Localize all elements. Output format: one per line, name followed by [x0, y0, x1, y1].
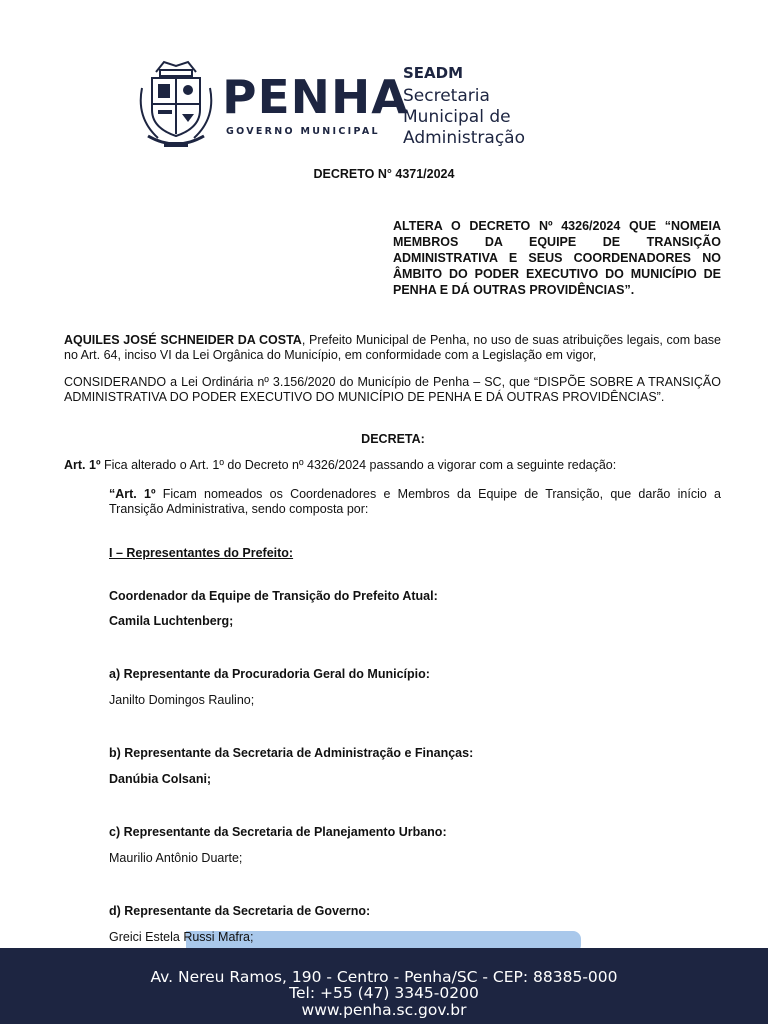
decree-title: DECRETO N° 4371/2024 [313, 167, 455, 181]
item-b-heading: b) Representante da Secretaria de Administração e Finanças: [109, 746, 474, 760]
item-d-name: Greici Estela Russi Mafra; [109, 930, 254, 944]
footer-address: Av. Nereu Ramos, 190 - Centro - Penha/SC - CEP: 88385-000 [150, 968, 618, 986]
item-a-name: Janilto Domingos Raulino; [109, 693, 255, 707]
mayor-name: AQUILES JOSÉ SCHNEIDER DA COSTA [64, 333, 302, 347]
quoted-article-1-text: Ficam nomeados os Coordenadores e Membros da Equipe de Transição, que darão início a Transição Administrativa, sendo composta por: [109, 487, 721, 516]
item-c-heading: c) Representante da Secretaria de Planejamento Urbano: [109, 825, 447, 839]
item-d-heading: d) Representante da Secretaria de Governo: [109, 904, 371, 918]
secretariat-acronym: SEADM [403, 64, 464, 82]
preamble-text: , Prefeito Municipal de Penha, no uso de suas atribuições legais, com base no Art. 64, inciso VI da Lei Orgânica do Município, em conformidade com a Legislação em vigor, [64, 333, 721, 362]
logo-subtitle: GOVERNO MUNICIPAL [226, 126, 380, 137]
item-c-name: Maurilio Antônio Duarte; [109, 851, 243, 865]
decree-ementa: ALTERA O DECRETO Nº 4326/2024 QUE “NOMEIA MEMBROS DA EQUIPE DE TRANSIÇÃO ADMINISTRATIVA E SEUS COORDENADORES NO ÂMBITO DO PODER EXECUTIVO DO MUNICÍPIO DE PENHA E DÁ OUTRAS PROVIDÊNCIAS”. [393, 219, 721, 297]
article-1-text: Fica alterado o Art. 1º do Decreto nº 4326/2024 passando a vigorar com a seguinte redação: [100, 458, 617, 472]
quoted-article-1 [109, 487, 721, 517]
logo-penha: PENHA [222, 70, 409, 124]
quoted-article-1-label: “Art. 1º [109, 487, 156, 501]
footer-band [0, 948, 768, 1024]
coordinator-heading: Coordenador da Equipe de Transição do Prefeito Atual: [109, 589, 438, 603]
footer-website[interactable]: www.penha.sc.gov.br [301, 1001, 467, 1019]
decreta-heading: DECRETA: [361, 432, 425, 446]
article-1-label: Art. 1º [64, 458, 101, 472]
secretariat-line-3: Administração [403, 128, 525, 148]
footer-phone: Tel: +55 (47) 3345-0200 [289, 984, 479, 1002]
item-b-name: Danúbia Colsani; [109, 772, 212, 786]
secretariat-line-2: Municipal de [403, 107, 511, 127]
considerando: CONSIDERANDO a Lei Ordinária nº 3.156/2020 do Município de Penha – SC, que “DISPÕE SOBRE A TRANSIÇÃO ADMINISTRATIVA DO PODER EXECUTIVO DO MUNICÍPIO DE PENHA E DÁ OUTRAS PROVIDÊNCIAS”. [64, 375, 721, 404]
article-1 [64, 458, 721, 473]
secretariat-line-1: Secretaria [403, 86, 490, 106]
section-heading: I – Representantes do Prefeito: [109, 546, 294, 560]
item-a-heading: a) Representante da Procuradoria Geral do Município: [109, 667, 430, 681]
preamble [64, 333, 721, 363]
letterhead [0, 0, 768, 160]
municipal-coat-of-arms-icon [134, 58, 218, 150]
coordinator-name: Camila Luchtenberg; [109, 614, 234, 628]
